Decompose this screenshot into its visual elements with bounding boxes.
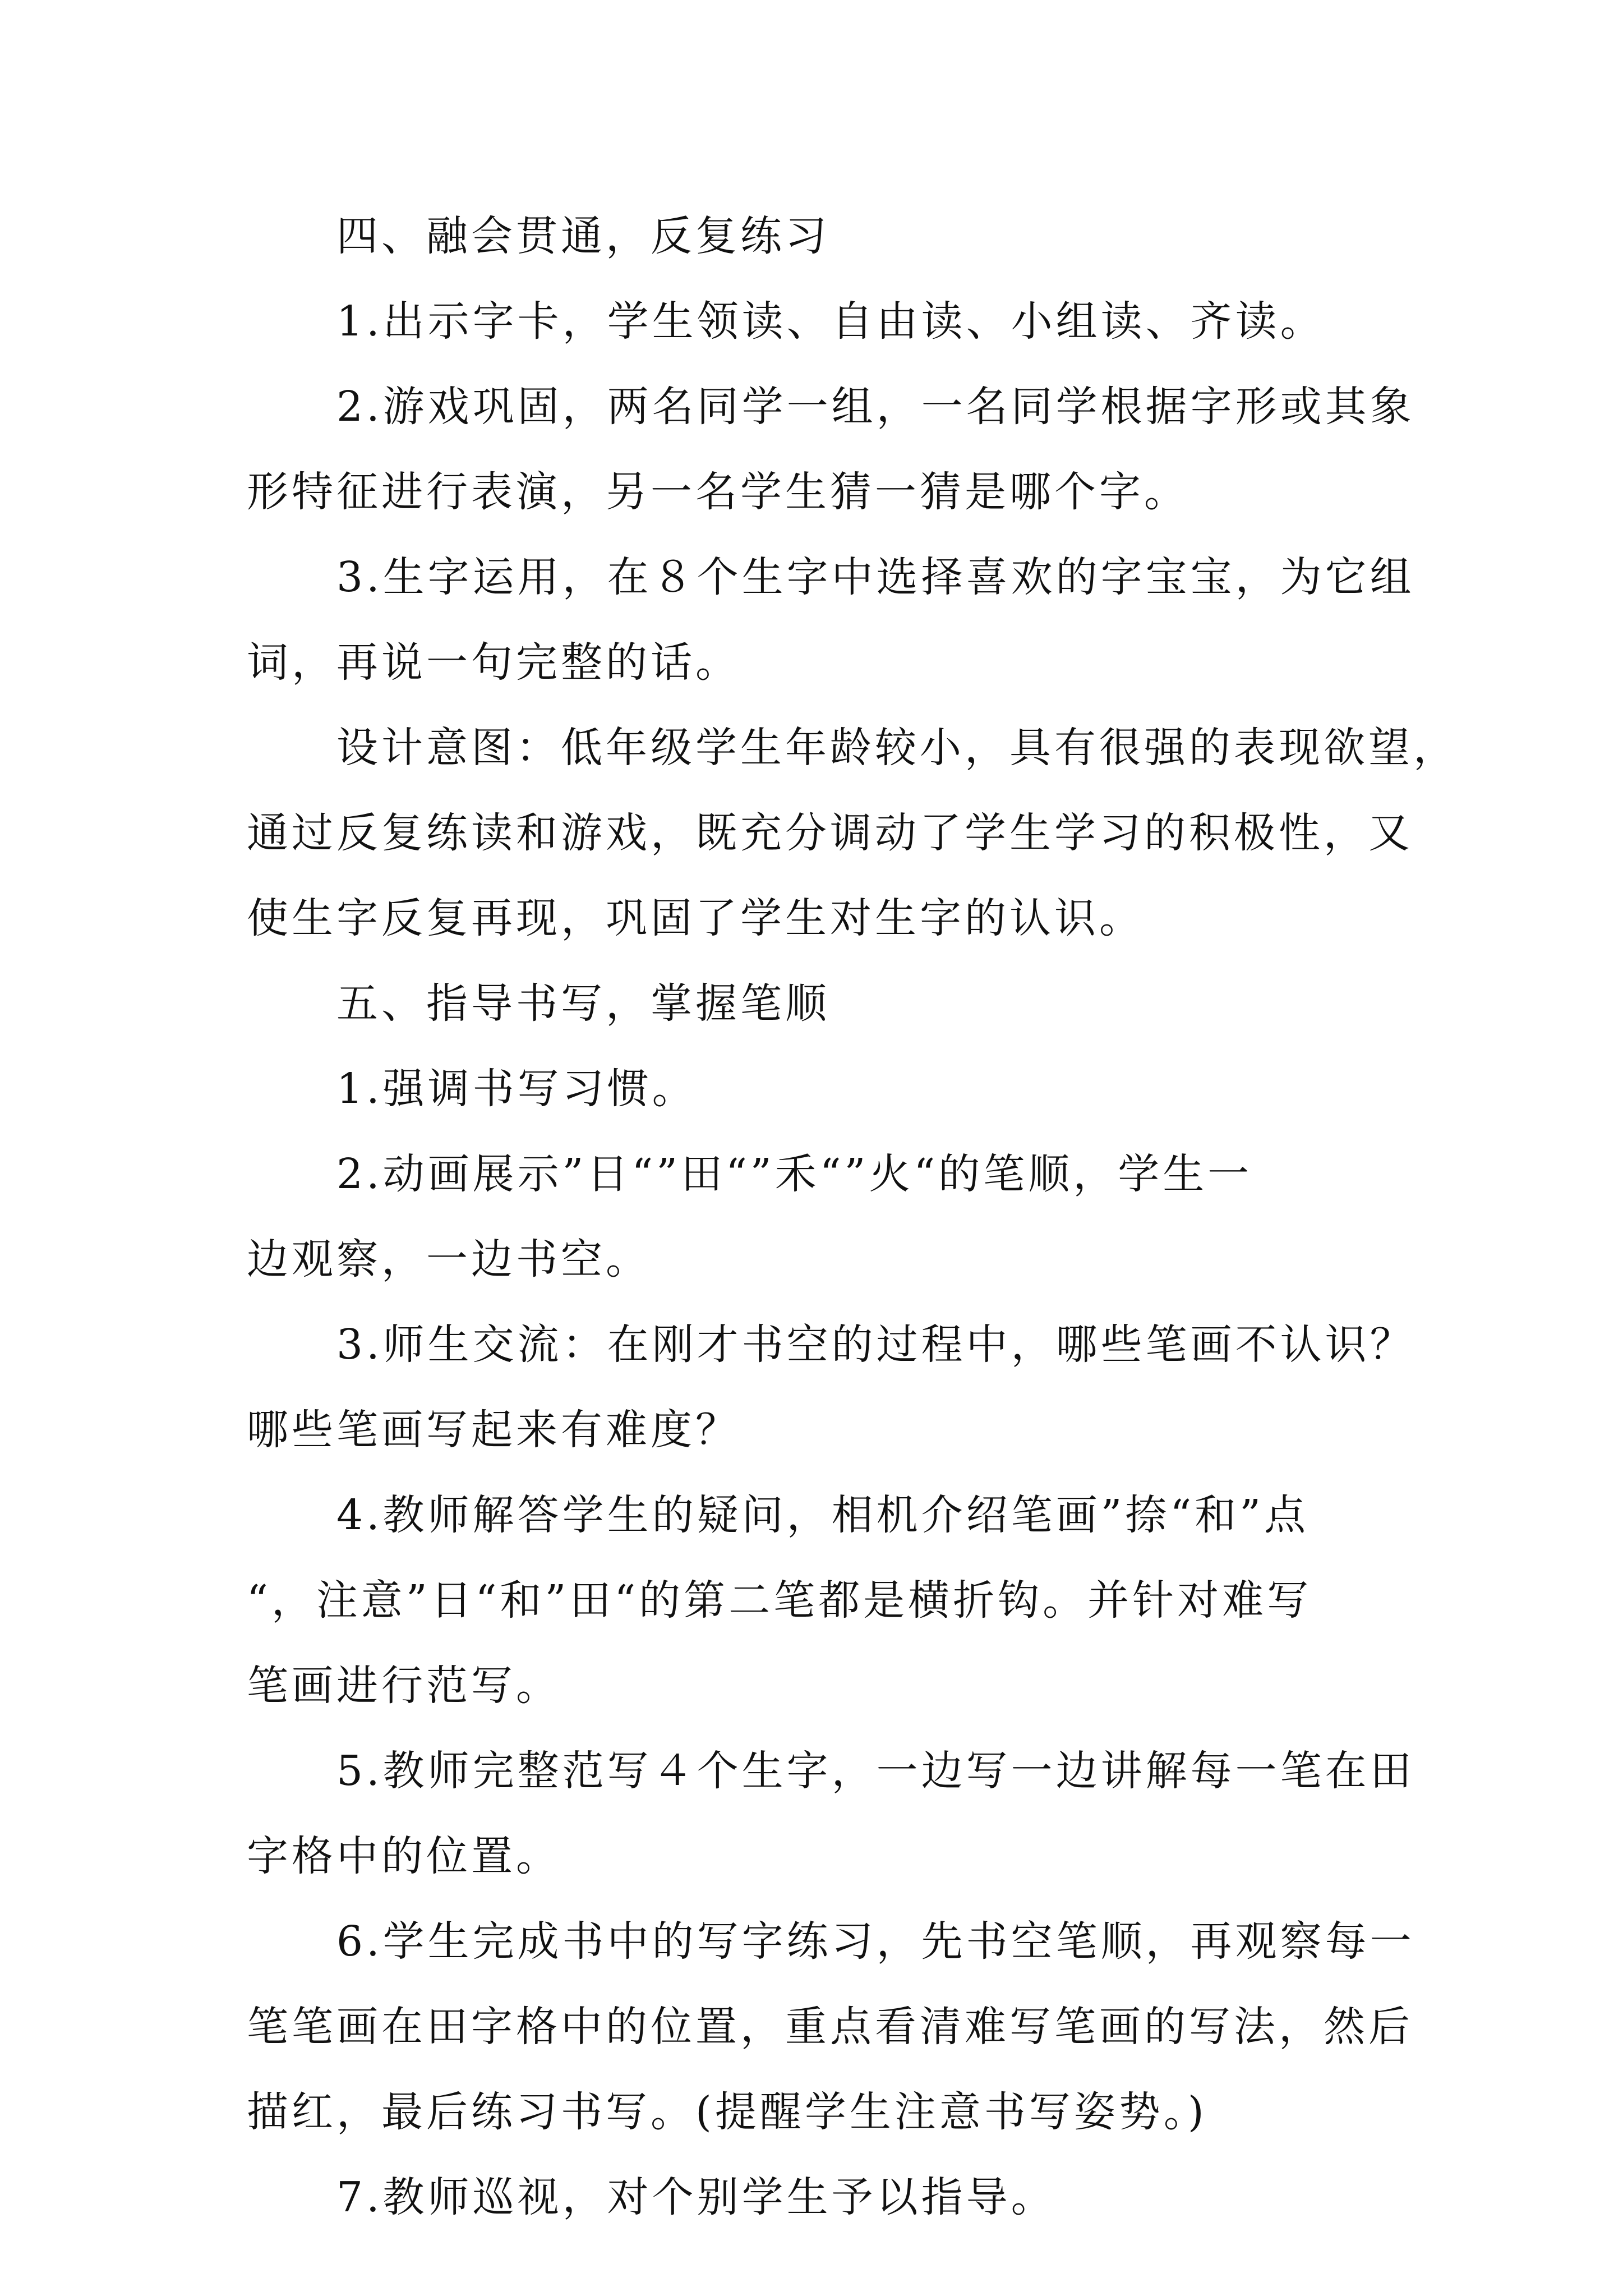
paragraph-line: 描红，最后练习书写。(提醒学生注意书写姿势。) xyxy=(247,2088,1207,2136)
paragraph-line: 4.教师解答学生的疑问，相机介绍笔画”捺“和”点 xyxy=(336,1491,1310,1539)
paragraph-line: 边观察，一边书空。 xyxy=(247,1235,651,1283)
paragraph-line: 笔笔画在田字格中的位置，重点看清难写笔画的写法，然后 xyxy=(247,2003,1413,2051)
paragraph-line: 词，再说一句完整的话。 xyxy=(247,638,740,687)
paragraph-line: 哪些笔画写起来有难度？ xyxy=(247,1406,740,1454)
section-heading-4: 四、融会贯通，反复练习 xyxy=(336,212,830,260)
paragraph-line: 形特征进行表演，另一名学生猜一猜是哪个字。 xyxy=(247,468,1189,516)
paragraph-line: 7.教师巡视，对个别学生予以指导。 xyxy=(336,2173,1056,2221)
document-body xyxy=(247,194,1458,2240)
paragraph-line: 1.强调书写习惯。 xyxy=(336,1065,697,1113)
paragraph-line: 1.出示字卡，学生领读、自由读、小组读、齐读。 xyxy=(336,297,1325,346)
paragraph-line: 通过反复练读和游戏，既充分调动了学生学习的积极性，又 xyxy=(247,809,1413,857)
design-intent-line: 设计意图：低年级学生年龄较小，具有很强的表现欲望， xyxy=(336,724,1458,772)
paragraph-line: 使生字反复再现，巩固了学生对生字的认识。 xyxy=(247,894,1144,942)
paragraph-line: 6.学生完成书中的写字练习，先书空笔顺，再观察每一 xyxy=(336,1917,1415,1966)
paragraph-line: 笔画进行范写。 xyxy=(247,1662,561,1710)
paragraph-line: 3.生字运用，在８个生字中选择喜欢的字宝宝，为它组 xyxy=(336,553,1415,601)
paragraph-line: 2.动画展示”日“”田“”禾“”火“的笔顺，学生一 xyxy=(336,1150,1253,1198)
paragraph-line: 3.师生交流：在刚才书空的过程中，哪些笔画不认识？ xyxy=(336,1320,1415,1369)
paragraph-line: 2.游戏巩固，两名同学一组，一名同学根据字形或其象 xyxy=(336,383,1415,431)
section-heading-5: 五、指导书写，掌握笔顺 xyxy=(336,979,830,1028)
paragraph-line: 字格中的位置。 xyxy=(247,1832,561,1880)
paragraph-line: “，注意”日“和”田“的第二笔都是横折钩。并针对难写 xyxy=(247,1576,1312,1625)
paragraph-line: 5.教师完整范写４个生字，一边写一边讲解每一笔在田 xyxy=(336,1747,1415,1795)
